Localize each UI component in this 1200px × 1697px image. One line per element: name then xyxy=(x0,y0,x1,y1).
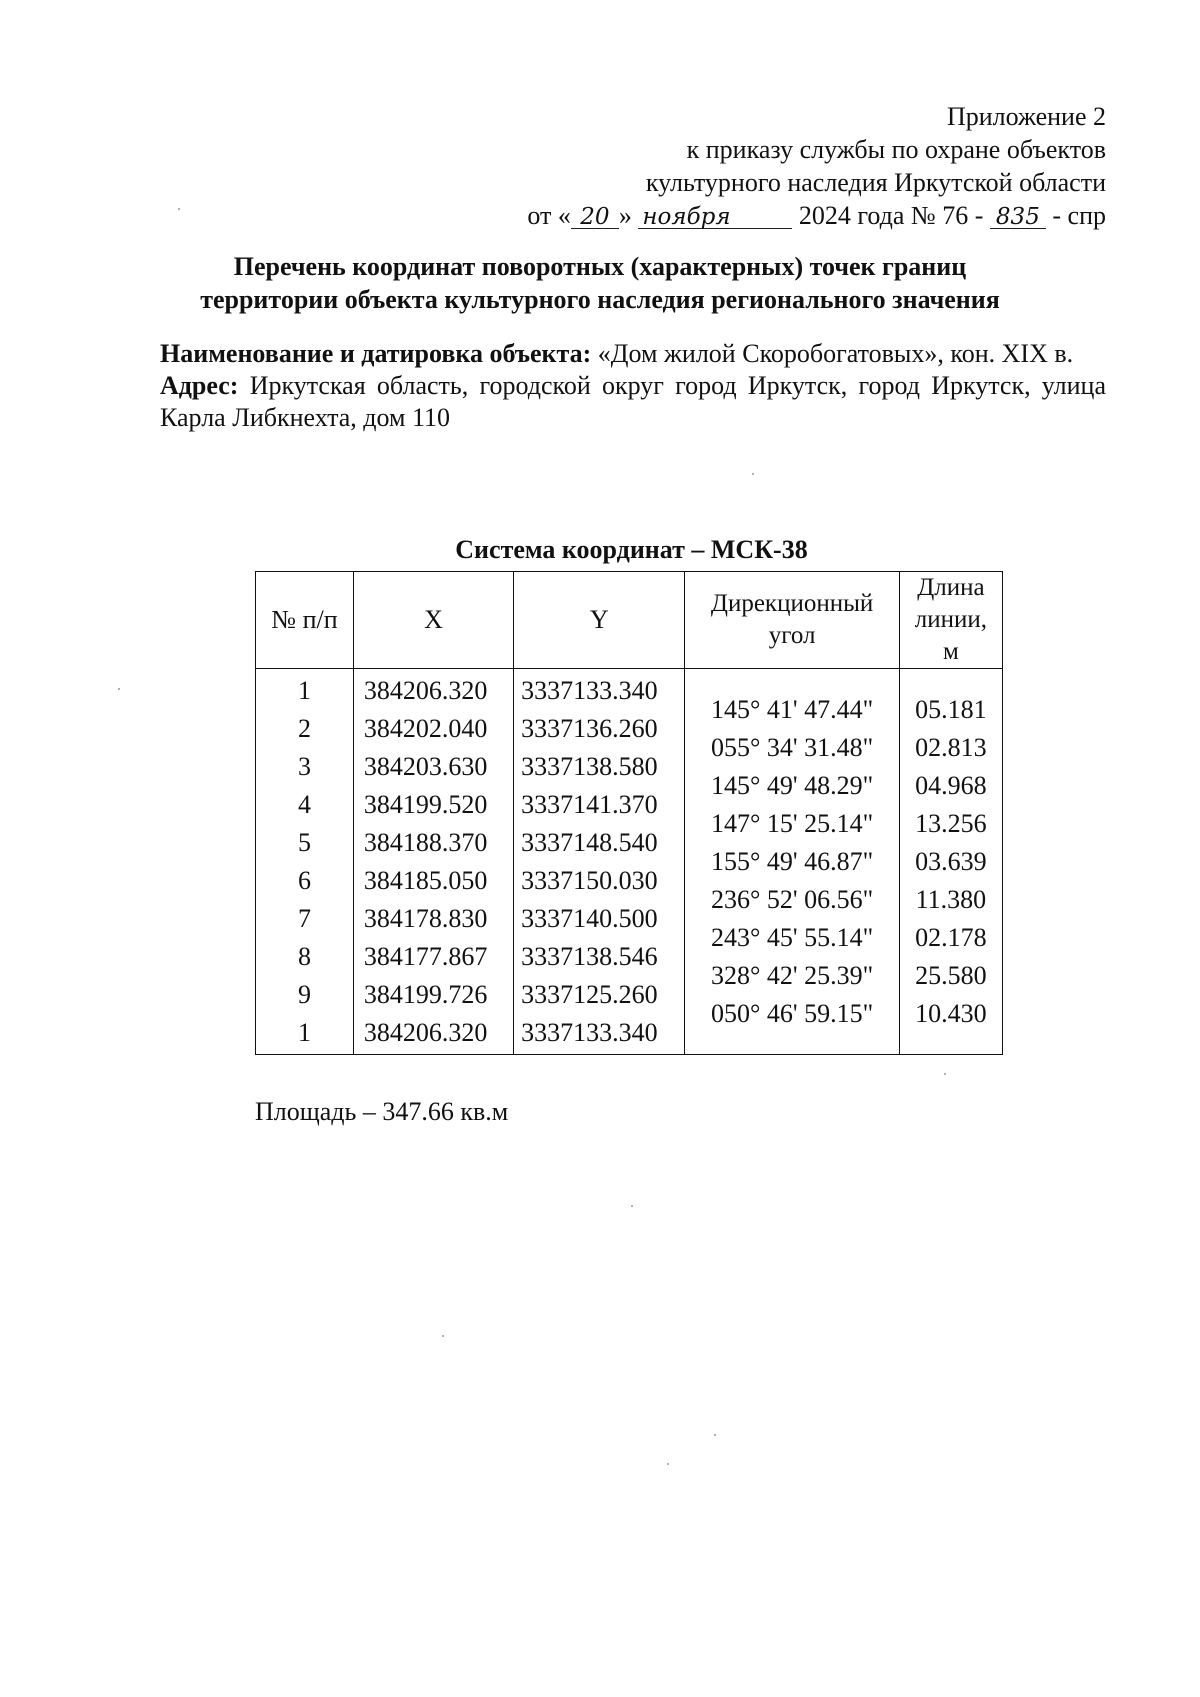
point-number: 4 xyxy=(297,790,311,819)
point-y: 3337150.030 xyxy=(521,866,658,895)
segment-angle: 145° 41' 47.44" xyxy=(710,695,874,724)
appendix-line-2: к приказу службы по охране объектов xyxy=(686,135,1106,164)
point-number: 3 xyxy=(297,752,311,781)
segment-angle: 050° 46' 59.15" xyxy=(710,999,874,1028)
point-y: 3337138.580 xyxy=(521,752,658,781)
header-dir-line-1: Дирекционный xyxy=(710,590,874,617)
header-len-line-3: м xyxy=(943,638,959,665)
segment-length: 03.639 xyxy=(915,847,987,876)
column-x xyxy=(353,669,513,1055)
point-y: 3337140.500 xyxy=(521,904,658,933)
handwritten-day: 20 xyxy=(571,206,619,229)
segment-angle: 145° 49' 48.29" xyxy=(710,771,874,800)
table-header-row xyxy=(256,572,1003,669)
point-y: 3337136.260 xyxy=(521,714,658,743)
column-direction-angle xyxy=(685,669,900,1055)
point-y: 3337148.540 xyxy=(521,828,658,857)
point-x: 384177.867 xyxy=(363,942,488,971)
area-total: Площадь – 347.66 кв.м xyxy=(255,1097,509,1126)
point-number: 8 xyxy=(297,942,311,971)
date-prefix: от « xyxy=(527,201,571,230)
point-number: 1 xyxy=(297,1018,311,1047)
column-line-length xyxy=(899,669,1002,1055)
appendix-line-1: Приложение 2 xyxy=(946,102,1106,131)
point-number: 6 xyxy=(297,866,311,895)
order-suffix: - спр xyxy=(1052,201,1106,230)
point-x: 384199.726 xyxy=(363,980,488,1009)
scan-speck xyxy=(118,688,120,690)
handwritten-month: ноября xyxy=(638,206,792,229)
header-direction-angle xyxy=(685,572,900,669)
object-address-label: Адрес: xyxy=(160,371,239,400)
segment-length: 25.580 xyxy=(915,961,987,990)
segment-angle: 055° 34' 31.48" xyxy=(710,733,874,762)
segment-angle: 155° 49' 46.87" xyxy=(710,847,874,876)
date-mid: » xyxy=(618,201,632,230)
header-dir-line-2: угол xyxy=(768,622,816,649)
point-y: 3337133.340 xyxy=(521,676,658,705)
point-x: 384185.050 xyxy=(363,866,488,895)
segment-angle: 147° 15' 25.14" xyxy=(710,809,874,838)
point-y: 3337141.370 xyxy=(521,790,658,819)
point-y: 3337125.260 xyxy=(521,980,658,1009)
scan-speck xyxy=(631,1205,633,1207)
point-number: 7 xyxy=(297,904,311,933)
segment-length: 04.968 xyxy=(915,771,987,800)
appendix-header xyxy=(527,100,1106,232)
segment-length: 05.181 xyxy=(915,695,987,724)
handwritten-order-number: 835 xyxy=(990,206,1046,229)
point-number: 9 xyxy=(297,980,311,1009)
object-name-label: Наименование и датировка объекта: xyxy=(160,339,592,368)
point-x: 384199.520 xyxy=(363,790,488,819)
date-year-part: 2024 года № 76 - xyxy=(798,201,984,230)
segment-length: 10.430 xyxy=(915,999,987,1028)
coordinate-system-title: Система координат – МСК-38 xyxy=(455,535,808,564)
segment-length: 02.178 xyxy=(915,923,987,952)
segment-length: 13.256 xyxy=(915,809,987,838)
object-info xyxy=(160,338,1106,434)
point-x: 384203.630 xyxy=(363,752,488,781)
point-number: 2 xyxy=(297,714,311,743)
point-x: 384178.830 xyxy=(363,904,488,933)
document-title xyxy=(0,250,1200,316)
header-len-line-1: Длина xyxy=(917,574,985,601)
point-y: 3337133.340 xyxy=(521,1018,658,1047)
title-line-1: Перечень координат поворотных (характерных) точек границ xyxy=(233,252,967,281)
object-address-value: Иркутская область, городской округ город Иркутск, город Иркутск, улица Карла Либкнехта, дом 110 xyxy=(160,371,1107,432)
header-len-line-2: линии, xyxy=(914,606,988,633)
scan-speck xyxy=(944,1073,946,1075)
scan-speck xyxy=(667,1463,669,1465)
table-body-row xyxy=(256,669,1003,1055)
header-num: № п/п xyxy=(256,572,354,669)
appendix-line-3: культурного наследия Иркутской области xyxy=(645,168,1106,197)
segment-length: 02.813 xyxy=(915,733,987,762)
object-name-paragraph xyxy=(160,338,1106,370)
point-x: 384206.320 xyxy=(363,676,488,705)
object-name-value: «Дом жилой Скоробогатовых», кон. XIX в. xyxy=(597,339,1074,368)
object-address-paragraph xyxy=(160,370,1106,434)
column-num xyxy=(256,669,354,1055)
segment-length: 11.380 xyxy=(915,885,987,914)
title-line-2: территории объекта культурного наследия регионального значения xyxy=(200,285,1000,314)
point-number: 1 xyxy=(297,676,311,705)
scan-speck xyxy=(714,1434,716,1436)
coordinates-table xyxy=(255,571,1003,1055)
scan-speck xyxy=(752,473,754,475)
point-number: 5 xyxy=(297,828,311,857)
header-line-length xyxy=(899,572,1002,669)
segment-angle: 328° 42' 25.39" xyxy=(710,961,874,990)
point-x: 384202.040 xyxy=(363,714,488,743)
header-x: X xyxy=(353,572,513,669)
appendix-date-line xyxy=(527,199,1106,232)
scan-speck xyxy=(178,208,180,210)
segment-angle: 236° 52' 06.56" xyxy=(710,885,874,914)
scan-speck xyxy=(442,1335,444,1337)
point-x: 384206.320 xyxy=(363,1018,488,1047)
point-y: 3337138.546 xyxy=(521,942,658,971)
column-y xyxy=(514,669,685,1055)
point-x: 384188.370 xyxy=(363,828,488,857)
segment-angle: 243° 45' 55.14" xyxy=(710,923,874,952)
header-y: Y xyxy=(514,572,685,669)
